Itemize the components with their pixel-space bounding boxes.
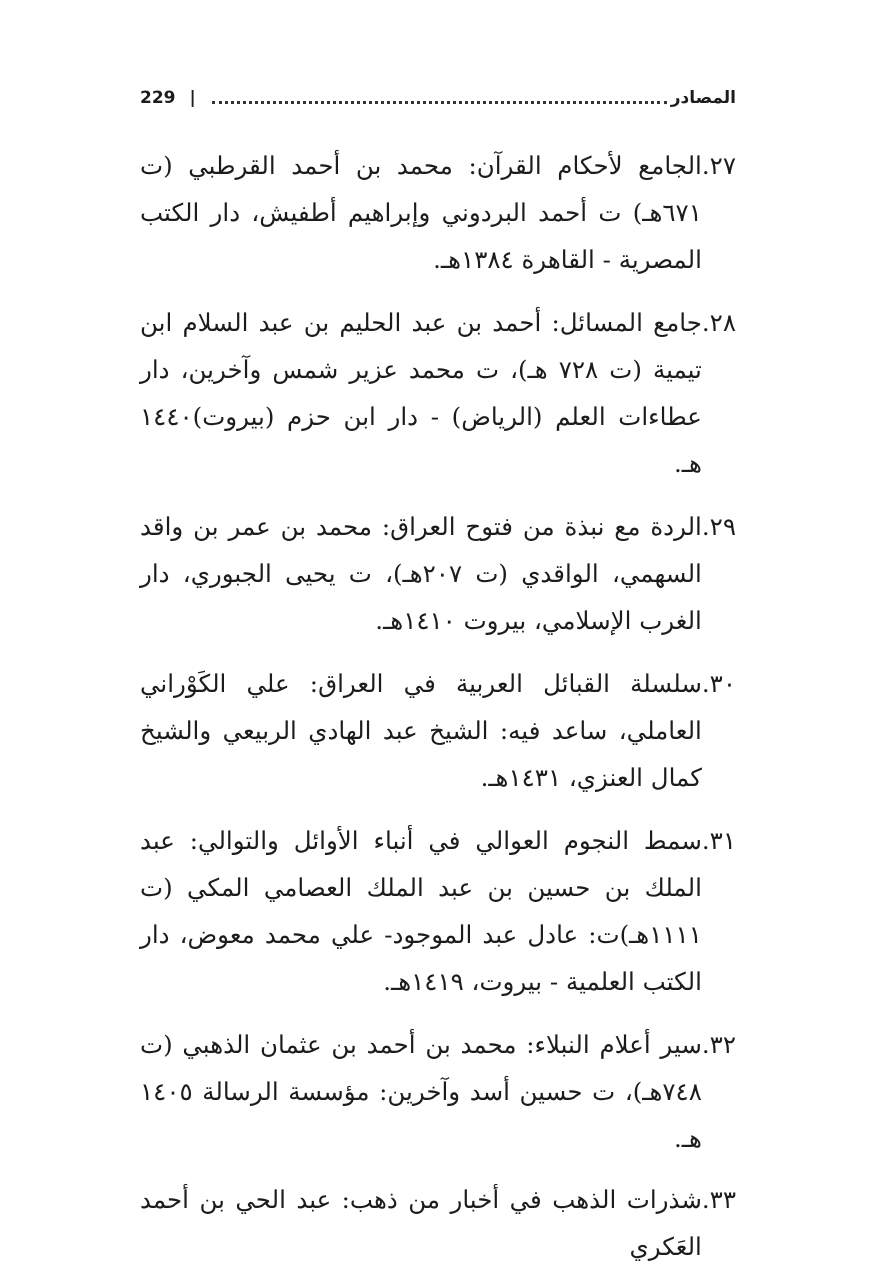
page-number: 229 — [140, 88, 176, 108]
reference-number: ٣٢. — [701, 1030, 736, 1059]
reference-entry — [140, 660, 736, 801]
reference-number: ٢٧. — [701, 151, 736, 180]
reference-text: سلسلة القبائل العربية في العراق: علي الكَوْراني العاملي، ساعد فيه: الشيخ عبد الهادي الربيعي والشيخ كمال العنزي، ١٤٣١هـ. — [140, 669, 702, 792]
references-list — [140, 142, 736, 1286]
reference-text: جامع المسائل: أحمد بن عبد الحليم بن عبد السلام ابن تيمية (ت ٧٢٨ هـ)، ت محمد عزير شمس وآخرين، دار عطاءات العلم (الرياض) - دار ابن حزم (بيروت)١٤٤٠ هـ. — [140, 308, 702, 478]
reference-text: سمط النجوم العوالي في أنباء الأوائل والتوالي: عبد الملك بن حسين بن عبد الملك العصامي المكي (ت ١١١١هـ)ت: عادل عبد الموجود- علي محمد معوض، دار الكتب العلمية - بيروت، ١٤١٩هـ. — [140, 826, 702, 996]
reference-entry — [140, 299, 736, 487]
reference-text: شذرات الذهب في أخبار من ذهب: عبد الحي بن أحمد العَكري — [140, 1185, 702, 1261]
reference-text: الجامع لأحكام القرآن: محمد بن أحمد القرطبي (ت ٦٧١هـ) ت أحمد البردوني وإبراهيم أطفيش، دار الكتب المصرية - القاهرة ١٣٨٤هـ. — [140, 151, 702, 274]
reference-text: سير أعلام النبلاء: محمد بن أحمد بن عثمان الذهبي (ت ٧٤٨هـ)، ت حسين أسد وآخرين: مؤسسة الرسالة ١٤٠٥ هـ. — [140, 1030, 702, 1153]
running-header — [140, 84, 736, 112]
leader-dots — [212, 101, 667, 104]
reference-number: ٢٨. — [701, 308, 736, 337]
reference-entry — [140, 817, 736, 1005]
reference-number: ٣٠. — [701, 669, 736, 698]
reference-entry — [140, 142, 736, 283]
reference-number: ٣٣. — [701, 1185, 736, 1214]
section-title: المصادر — [670, 88, 736, 108]
reference-number: ٢٩. — [701, 512, 736, 541]
header-separator: | — [189, 88, 196, 108]
reference-entry — [140, 1021, 736, 1162]
reference-entry — [140, 1176, 736, 1270]
reference-number: ٣١. — [701, 826, 736, 855]
reference-entry — [140, 503, 736, 644]
reference-text: الردة مع نبذة من فتوح العراق: محمد بن عمر بن واقد السهمي، الواقدي (ت ٢٠٧هـ)، ت يحيى الجبوري، دار الغرب الإسلامي، بيروت ١٤١٠هـ. — [140, 512, 702, 635]
